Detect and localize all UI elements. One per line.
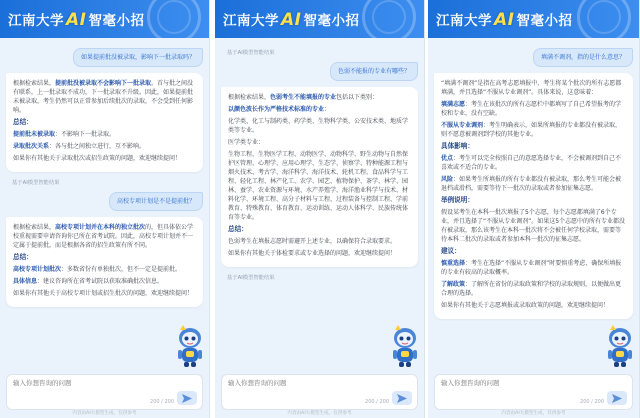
university-seal-inner-icon	[587, 0, 621, 34]
answer-text: 的，但具体依公学校重视需要申请咨询你已所在省考试院。因此，高校专项计划并不一定属于提前批，而是根据各省的招生政策有所不同。	[13, 224, 194, 249]
answer-text: 化学类、化工与制药类、药学类、生物科学类、公安技术类、地质学类等专业。	[228, 118, 409, 134]
answer-paragraph	[228, 249, 411, 258]
answer-paragraph	[441, 100, 626, 118]
chat-body[interactable]	[0, 38, 209, 370]
chat-body[interactable]	[215, 38, 424, 370]
send-icon	[612, 394, 622, 403]
answer-text: 如果你有其他关于高校专项计划或招生批次的问题，欢迎继续提问！	[13, 290, 194, 297]
send-icon	[397, 394, 407, 403]
send-button[interactable]	[607, 391, 627, 405]
answer-paragraph	[13, 223, 196, 250]
answer-paragraph	[228, 150, 411, 222]
answer-paragraph	[228, 117, 411, 135]
char-counter: 200 / 200	[580, 399, 604, 405]
answer-paragraph	[13, 79, 196, 115]
ai-answer-bubble	[6, 217, 203, 307]
answer-emphasis: 以颜色波长作为严格技术标准的专业	[228, 106, 325, 113]
answer-paragraph	[441, 259, 626, 277]
answer-text: ：考生明确表示，如果所填报的专业都没有被录取，则不愿意被调剂到学校的其他专业。	[441, 122, 622, 138]
answer-text: 色弱考生在填报志愿时需避开上述专业，以确保符合录取要求。	[228, 238, 397, 245]
send-icon	[182, 394, 192, 403]
user-question-bubble: 如果提前批没被录取，影响下一批录取吗？	[73, 48, 203, 67]
question-input-box	[221, 374, 418, 410]
answer-paragraph: 举例说明：	[441, 196, 474, 204]
answer-paragraph	[441, 79, 626, 97]
app-title	[8, 9, 144, 30]
app-title-prefix: 江南大学	[223, 13, 279, 29]
answer-text: ：多数省份有单独批次，但不一定是提前批。	[61, 266, 182, 273]
answer-text: ：考生可以完全按照自己的意愿选择专业，不会被调剂到自己不喜欢或不适合的专业。	[441, 155, 622, 171]
robot-mascot-icon	[173, 324, 207, 368]
disclaimer-footer: 内容由AI大模型生成，仅供参考	[72, 411, 137, 416]
answer-text: 如果你有其他关于志愿填报或录取政策的问题，欢迎继续提问！	[441, 302, 610, 309]
answer-emphasis: 风险	[441, 176, 454, 183]
answer-paragraph	[13, 277, 196, 286]
ai-source-note: 基于AI模型智能结果	[227, 275, 275, 281]
user-question-bubble: 高校专项计划是不是提前批？	[109, 192, 203, 211]
app-header	[215, 0, 424, 38]
ai-source-note: 基于AI模型智能结果	[12, 180, 60, 186]
answer-emphasis: 慎重选择	[441, 260, 466, 267]
ai-logo: AI	[281, 10, 302, 30]
ai-logo: AI	[66, 10, 87, 30]
answer-paragraph	[228, 237, 411, 246]
app-header	[428, 0, 639, 38]
answer-text: 医学类专业：	[228, 139, 265, 146]
app-title	[436, 9, 572, 30]
question-input-box	[434, 374, 633, 410]
app-title-suffix: 智毫小招	[516, 13, 573, 29]
answer-text: 根据检索结果，	[13, 224, 56, 231]
answer-text: ：建议咨询所在省考试院以获取准确批次信息。	[37, 278, 164, 285]
send-button[interactable]	[392, 391, 412, 405]
answer-emphasis: 不服从专业调剂	[441, 122, 484, 129]
answer-emphasis: 高校专项计划并在本科的独立批次	[55, 224, 146, 231]
ai-answer-bubble	[434, 73, 633, 319]
chat-panel-1	[0, 0, 210, 418]
app-title	[223, 9, 359, 30]
answer-text: 包括以下类别：	[336, 94, 379, 101]
send-button[interactable]	[177, 391, 197, 405]
answer-paragraph: 总结：	[13, 253, 33, 261]
question-input[interactable]	[13, 379, 163, 387]
ai-logo: AI	[494, 10, 515, 30]
university-seal-inner-icon	[157, 0, 191, 34]
answer-text: 根据检索结果，	[228, 94, 271, 101]
answer-text: ：考生在选择“不服从专业调剂”时要慎重考虑，确保所填报的专业有较高的录取概率。	[441, 260, 622, 276]
answer-emphasis: 高校专项计划批次	[13, 266, 62, 273]
answer-text: 。首与批之间没有联系，上一批录取不成功，下一批录取不升级。因此，如果提前批未被录取，考生仍然可以正常参加后续批次的录取，不会受到任何影响。	[13, 80, 194, 114]
answer-paragraph	[441, 208, 626, 244]
answer-text: 如果你有其他关于录取批次或招生政策的问题，欢迎继续提问！	[13, 155, 182, 162]
answer-emphasis: 提前批未被录取	[13, 131, 56, 138]
answer-emphasis: 填满志愿	[441, 101, 466, 108]
answer-text: ：不影响下一批录取。	[55, 131, 116, 138]
answer-text: ：了解所在省份的录取政策和学校的录取规则，以便做出更合理的选择。	[441, 281, 622, 297]
answer-paragraph	[13, 289, 196, 298]
answer-emphasis: 色弱考生不能填报的专业	[270, 94, 337, 101]
answer-paragraph	[228, 138, 411, 147]
chat-body[interactable]	[428, 38, 639, 370]
app-title-prefix: 江南大学	[8, 13, 64, 29]
answer-text: ：各与批之间独立进行，互不影响。	[49, 143, 146, 150]
university-seal-inner-icon	[372, 0, 406, 34]
answer-emphasis: 提前批没被录取不会影响下一批录取	[55, 80, 152, 87]
answer-paragraph	[441, 121, 626, 139]
answer-text: ：	[324, 106, 331, 113]
chat-panel-2	[215, 0, 425, 418]
answer-text: 根据检索结果，	[13, 80, 56, 87]
answer-text: 假设某考生在本科一批次填报了5个志愿，每个志愿都填满了6个专业，并且选择了“不服从专业调剂”。如果这5个志愿中的所有专业都没有被录取，那么该考生在本科一批次将不会被任何学校录取，需要等待本科二批次的录取或者参加本科一批次的征集志愿。	[441, 209, 626, 243]
question-input[interactable]	[441, 379, 591, 387]
robot-mascot-icon	[388, 324, 422, 368]
answer-paragraph	[13, 130, 196, 139]
question-input-box	[6, 374, 203, 410]
user-question-bubble: 填满不调剂，指的是什么意思？	[533, 48, 633, 67]
answer-paragraph	[228, 93, 411, 102]
app-header	[0, 0, 209, 38]
disclaimer-footer: 内容由AI大模型生成，仅供参考	[501, 411, 566, 416]
answer-paragraph	[13, 265, 196, 274]
answer-emphasis: 具体信息	[13, 278, 38, 285]
answer-emphasis: 了解政策	[441, 281, 466, 288]
answer-paragraph	[441, 280, 626, 298]
answer-paragraph: 建议：	[441, 247, 461, 255]
answer-emphasis: 优点	[441, 155, 454, 162]
ai-answer-bubble	[6, 73, 203, 172]
answer-text: 生物工程、生物医学工程、动物医学、动物科学、野生动物与自然保护区管理、心理学、应用心理学、生态学、侦察学、特种能源工程与烟火技术、考古学、海洋科学、海洋技术、轮机工程、食品科学与工程、轻化工程、林产化工、农学、园艺、植物保护、茶学、林学、园林、蚕学、农业资源与环境、水产养殖学、海洋渔业科学与技术、材料化学、环境工程、高分子材料与工程、过程装备与控制工程、学前教育、特殊教育、体育教育、运动训练、运动人体科学、民族传统体育等专业。	[228, 151, 409, 221]
answer-paragraph: 总结：	[228, 225, 248, 233]
app-title-suffix: 智毫小招	[88, 13, 145, 29]
answer-paragraph	[441, 175, 626, 193]
answer-paragraph	[13, 142, 196, 151]
char-counter: 200 / 200	[365, 399, 389, 405]
chat-panel-3	[428, 0, 640, 418]
answer-paragraph	[13, 154, 196, 163]
app-title-suffix: 智毫小招	[303, 13, 360, 29]
answer-text: 如果你有其他关于体检要求或专业选择的问题，欢迎继续提问！	[228, 250, 397, 257]
answer-text: ：考生在该批次的所有志愿栏中都填写了自己希望报考的学校和专业，没有空缺。	[441, 101, 622, 117]
answer-paragraph	[441, 154, 626, 172]
app-title-prefix: 江南大学	[436, 13, 492, 29]
answer-text: ：如果考生所填报的所有专业都没有被录取，那么考生可能会被退档或滑档，需要等待下一批次的录取或者参加征集志愿。	[441, 176, 622, 192]
question-input[interactable]	[228, 379, 378, 387]
answer-text: “填满不调剂”是指在高考志愿填报中，考生将某个批次的所有志愿都填满，并且选择“不服从专业调剂”。具体来说，这意味着：	[441, 80, 622, 96]
answer-emphasis: 录取批次关系	[13, 143, 50, 150]
char-counter: 200 / 200	[150, 399, 174, 405]
user-question-bubble: 色弱不能报的专业有哪些？	[330, 62, 418, 81]
answer-paragraph: 具体影响：	[441, 142, 474, 150]
ai-answer-bubble	[221, 87, 418, 267]
ai-source-note: 基于AI模型智能结果	[227, 50, 275, 56]
answer-paragraph: 总结：	[13, 118, 33, 126]
robot-mascot-icon	[603, 324, 637, 368]
answer-paragraph	[441, 301, 626, 310]
disclaimer-footer: 内容由AI大模型生成，仅供参考	[287, 411, 352, 416]
answer-paragraph	[228, 105, 411, 114]
